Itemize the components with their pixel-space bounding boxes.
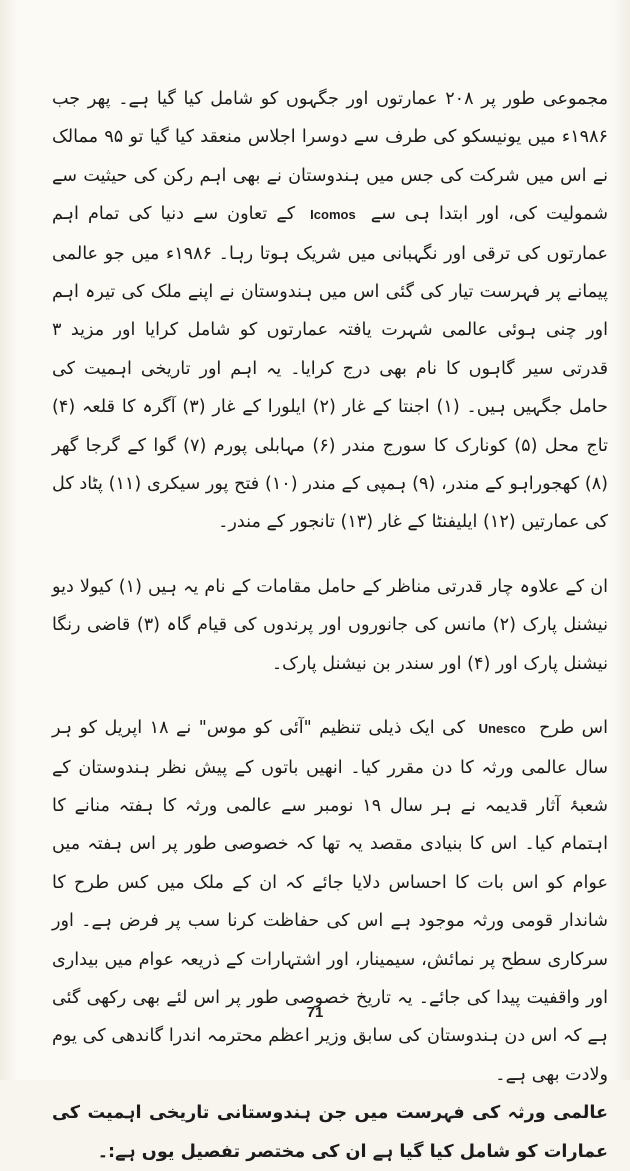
icomos-label: Icomos [310, 207, 356, 223]
paragraph-3 [52, 709, 608, 1094]
paragraph-1-rest: کے تعاون سے دنیا کی تمام اہم عمارتوں کی ترقی اور نگہبانی میں شریک ہوتا رہا۔ ۱۹۸۶ء میں جو عالمی پیمانے پر فہرست تیار کی گئی اس میں ہندوستان نے اپنے ملک کی تیرہ اہم اور چنی ہوئی عالمی شہرت یافتہ عمارتوں کو شامل کرایا اور مزید ۳ قدرتی سیر گاہوں کا نام بھی درج کرایا۔ یہ اہم اور تاریخی اہمیت کی حامل جگہیں ہیں۔ (۱) اجنتا کے غار (۲) ایلورا کے غار (۳) آگرہ کا قلعہ (۴) تاج محل (۵) کونارک کا سورج مندر (۶) مہابلی پورم (۷) گوا کے گرجا گھر (۸) کھجوراہو کے مندر، (۹) ہمپی کے مندر (۱۰) فتح پور سیکری (۱۱) پٹاد کل کی عمارتیں (۱۲) ایلیفنٹا کے غار (۱۳) تانجور کے مندر۔ [52, 204, 609, 533]
paragraph-2: ان کے علاوہ چار قدرتی مناظر کے حامل مقامات کے نام یہ ہیں (۱) کیولا دیو نیشنل پارک (۲) مانس کی جانوروں اور پرندوں کی قیام گاہ (۳) قاضی رنگا نیشنل پارک اور (۴) اور سندر بن نیشنل پارک۔ [52, 576, 608, 674]
paragraph-3-rest: کی ایک ذیلی تنظیم "آئی کو موس" نے ۱۸ اپریل کو ہر سال عالمی ورثہ کا دن مقرر کیا۔ انھیں باتوں کے پیش نظر ہندوستان کے شعبۂ آثار قدیمہ نے ہر سال ۱۹ نومبر سے عالمی ورثہ کا ہفتہ منانے کا اہتمام کیا۔ اس کا بنیادی مقصد یہ تھا کہ خصوصی طور پر اس ہفتہ میں عوام کو اس بات کا احساس دلایا جائے کہ ان کے ملک میں کس طرح کا شاندار قومی ورثہ موجود ہے اس کی حفاظت کرنا سب پر فرض ہے۔ اور سرکاری سطح پر نمائش، سیمینار، اور اشتہارات کے ذریعہ عوام میں بیداری اور واقفیت پیدا کی جائے۔ یہ تاریخ خصوصی طور پر اس لئے بھی رکھی گئی ہے کہ اس دن ہندوستان کی سابق وزیر اعظم محترمہ اندرا گاندھی کی یوم ولادت بھی ہے۔ [52, 718, 608, 1085]
paragraph-3-start: اس طرح [539, 718, 608, 739]
unesco-label: Unesco [478, 721, 526, 737]
paragraph-1-start: مجموعی طور پر ۲۰۸ عمارتوں اور جگہوں کو شامل کیا گیا ہے۔ پھر جب ۱۹۸۶ء میں یونیسکو کی طرف سے دوسرا اجلاس منعقد کیا گیا تو ۹۵ ممالک نے اس میں شرکت کی جس میں ہندوستان نے بھی اہم رکن کی حیثیت سے شمولیت کی، اور ابتدا ہی سے [52, 89, 608, 225]
page-number: 71 [306, 1004, 324, 1021]
paragraph-4: عالمی ورثہ کی فہرست میں جن ہندوستانی تاریخی اہمیت کی عمارات کو شامل کیا گیا ہے ان کی مختصر تفصیل یوں ہے:۔ [52, 1103, 608, 1162]
paragraph-1 [52, 80, 608, 542]
